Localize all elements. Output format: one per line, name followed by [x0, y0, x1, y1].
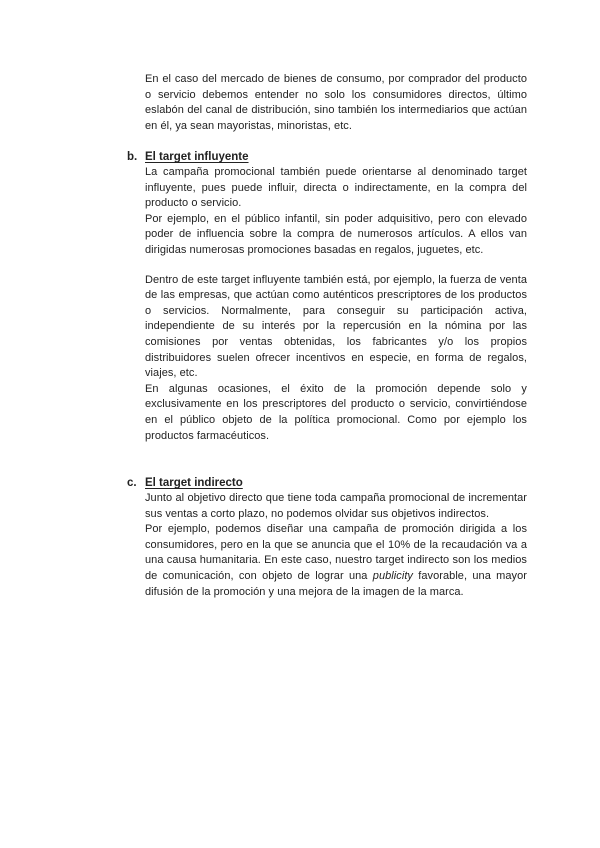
- paragraph-gap: [145, 259, 527, 273]
- section-c-heading: [127, 476, 243, 491]
- section-b-paragraph-3: Dentro de este target influyente también está, por ejemplo, la fuerza de venta de las empresas, que actúan como auténticos prescriptores de los productos o servicios. Normalmente, para conseguir su participación activa, independiente de su interés por la repercusión en la nómina por las comisiones por ventas obtenidas, los fabricantes y/o los propios distribuidores suelen ofrecer incentivos en especie, en forma de regalos, viajes, etc.: [145, 273, 527, 380]
- section-c-body: [145, 491, 527, 600]
- section-c-example-text: Por ejemplo, podemos diseñar una campaña de promoción dirigida a los consumidores, pero en la que se anuncia que el 10% de la recaudación va a una causa humanitaria. En este caso, nuestro target indirecto son los medios de comunicación, con objeto de lograr una: [145, 523, 527, 582]
- section-b-paragraph-1: La campaña promocional también puede orientarse al denominado target influyente, pues puede influir, directa o indirectamente, en la compra del producto o servicio.: [145, 166, 527, 210]
- section-c-title: El target indirecto: [145, 477, 243, 489]
- section-b-marker: b.: [127, 151, 138, 163]
- publicity-term: publicity: [372, 569, 413, 582]
- section-b-paragraph-4: En algunas ocasiones, el éxito de la promoción depende solo y exclusivamente en los prescriptores del producto o servicio, convirtiéndose en el público objeto de la política promocional. Como por ejemplo los productos farmacéuticos.: [145, 382, 527, 442]
- section-b-heading: [127, 150, 249, 165]
- section-c-marker: c.: [127, 477, 137, 489]
- section-c-example-text-end: favorable, una mayor difusión de la promoción y una mejora de la imagen de la marca.: [145, 569, 527, 598]
- intro-section: [145, 72, 527, 134]
- section-b-body: [145, 165, 527, 444]
- section-b-paragraph-2: Por ejemplo, en el público infantil, sin poder adquisitivo, pero con elevado poder de influencia sobre la compra de numerosos artículos. A ellos van dirigidas numerosas promociones basadas en regalos, juguetes, etc.: [145, 212, 527, 256]
- section-c-paragraph-2: [145, 522, 527, 600]
- intro-paragraph: En el caso del mercado de bienes de consumo, por comprador del producto o servicio debemos entender no solo los consumidores directos, último eslabón del canal de distribución, sino también los intermediarios que actúan en él, ya sean mayoristas, minoristas, etc.: [145, 73, 527, 132]
- section-c-paragraph-1: Junto al objetivo directo que tiene toda campaña promocional de incrementar sus ventas a corto plazo, no podemos olvidar sus objetivos indirectos.: [145, 492, 527, 520]
- section-b-title: El target influyente: [145, 151, 249, 163]
